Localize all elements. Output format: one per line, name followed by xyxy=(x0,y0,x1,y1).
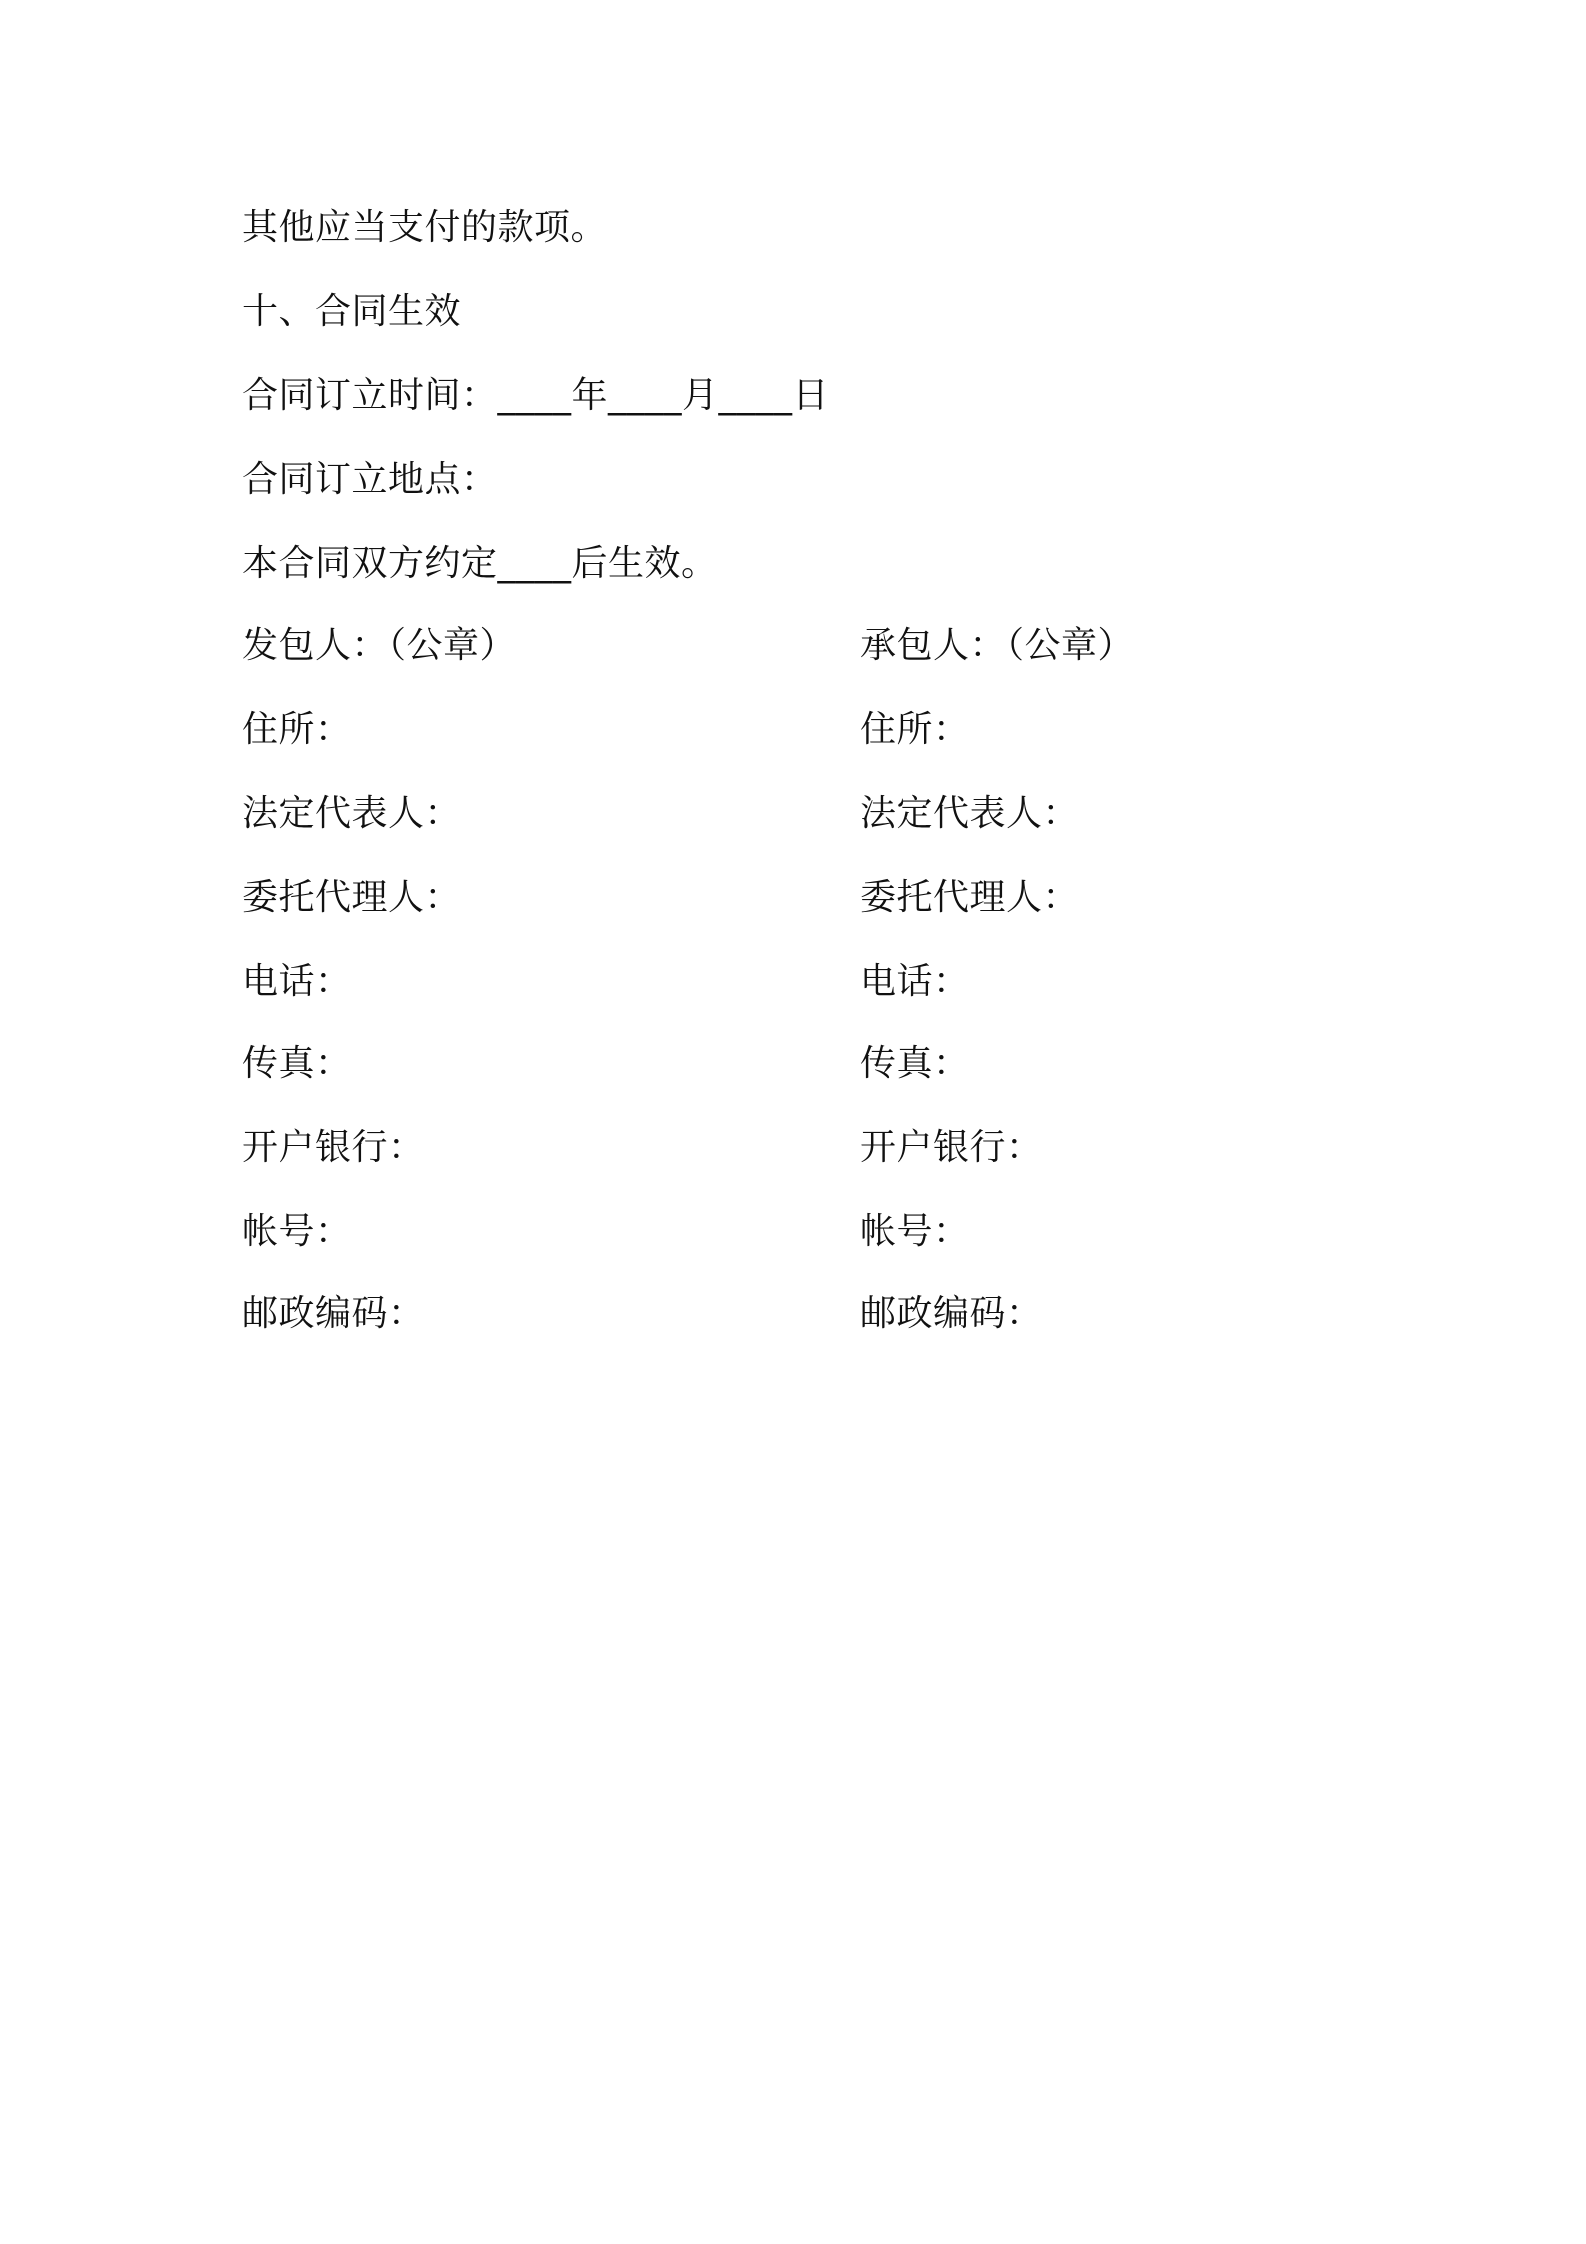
employer-account-label: 帐号： xyxy=(242,1211,352,1252)
signing-time-line: 合同订立时间：____年____月____日 xyxy=(242,375,830,416)
contractor-address-label: 住所： xyxy=(860,709,970,750)
effect-clause-line: 本合同双方约定____后生效。 xyxy=(242,543,718,584)
employer-phone-label: 电话： xyxy=(242,961,352,1002)
employer-address-label: 住所： xyxy=(242,709,352,750)
employer-postcode-label: 邮政编码： xyxy=(242,1293,425,1334)
contractor-header: 承包人：（公章） xyxy=(860,625,1135,666)
contractor-fax-label: 传真： xyxy=(860,1043,970,1084)
contractor-account-label: 帐号： xyxy=(860,1211,970,1252)
employer-header: 发包人：（公章） xyxy=(242,625,517,666)
contractor-legal-rep-label: 法定代表人： xyxy=(860,793,1080,834)
contractor-agent-label: 委托代理人： xyxy=(860,877,1080,918)
contractor-bank-label: 开户银行： xyxy=(860,1127,1043,1168)
signing-place-line: 合同订立地点： xyxy=(242,459,498,500)
employer-bank-label: 开户银行： xyxy=(242,1127,425,1168)
section-heading: 十、合同生效 xyxy=(242,291,462,332)
employer-legal-rep-label: 法定代表人： xyxy=(242,793,462,834)
employer-agent-label: 委托代理人： xyxy=(242,877,462,918)
intro-tail-text: 其他应当支付的款项。 xyxy=(242,207,608,248)
employer-fax-label: 传真： xyxy=(242,1043,352,1084)
contractor-postcode-label: 邮政编码： xyxy=(860,1293,1043,1334)
contractor-phone-label: 电话： xyxy=(860,961,970,1002)
